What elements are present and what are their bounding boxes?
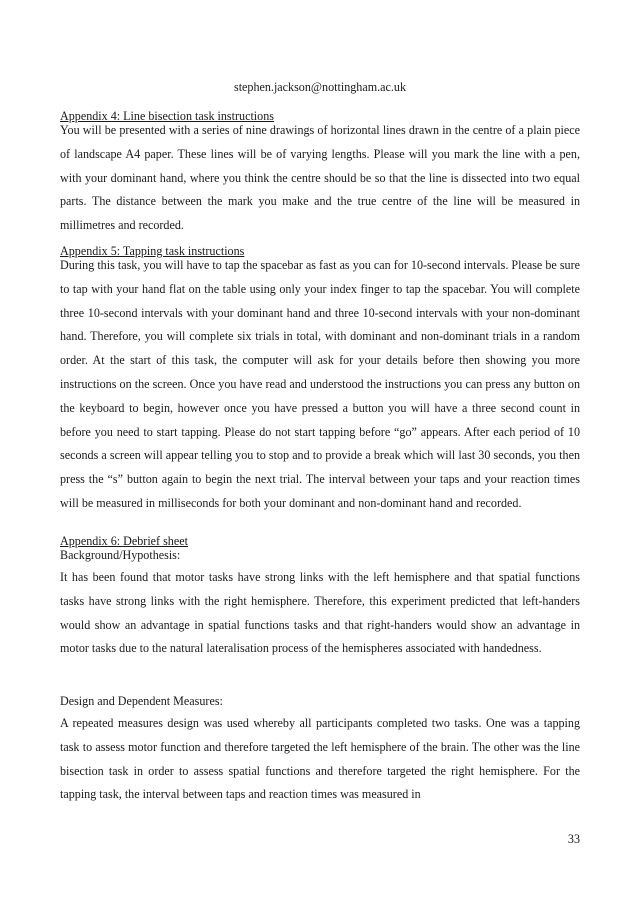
author-email: stephen.jackson@nottingham.ac.uk	[233, 80, 406, 94]
appendix-4-section	[60, 109, 580, 238]
background-label: Background/Hypothesis:	[60, 548, 181, 562]
appendix-4-heading: Appendix 4: Line bisection task instructions	[60, 109, 274, 123]
page-number: 33	[567, 832, 580, 846]
background-text: It has been found that motor tasks have strong links with the left hemisphere and that spatial functions tasks have strong links with the right hemisphere. Therefore, this experiment predicted that left-handers would show an advantage in spatial functions tasks and that right-handers would show an advantage in motor tasks due to the natural lateralisation process of the hemispheres associated with handedness.	[60, 570, 580, 656]
design-text: A repeated measures design was used whereby all participants completed two tasks. One was a tapping task to assess motor function and therefore targeted the left hemisphere of the brain. The other was the line bisection task in order to assess spatial functions and therefore targeted the right hemisphere. For the tapping task, the interval between taps and reaction times was measured in	[60, 716, 580, 802]
appendix-5-heading: Appendix 5: Tapping task instructions	[60, 244, 245, 258]
appendix-6-section	[60, 534, 580, 661]
design-section	[60, 694, 580, 807]
appendix-4-text: You will be presented with a series of nine drawings of horizontal lines drawn in the centre of a plain piece of landscape A4 paper. These lines will be of varying lengths. Please will you mark the line with a pen, with your dominant hand, where you think the centre should be so that the line is dissected into two equal parts. The distance between the mark you make and the true centre of the line will be measured in millimetres and recorded.	[60, 123, 580, 233]
appendix-6-heading: Appendix 6: Debrief sheet	[60, 534, 188, 548]
appendix-5-section	[60, 244, 580, 516]
appendix-5-text: During this task, you will have to tap the spacebar as fast as you can for 10-second intervals. Please be sure to tap with your hand flat on the table using only your index finger to tap the spacebar. You will complete three 10-second intervals with your dominant hand and three 10-second intervals with your non-dominant hand. Therefore, you will complete six trials in total, with dominant and non-dominant trials in a random order. At the start of this task, the computer will ask for your details before then showing you more instructions on the screen. Once you have read and understood the instructions you can press any button on the keyboard to begin, however once you have pressed a button you will have a three second count in before you need to start tapping. Please do not start tapping before “go” appears. After each period of 10 seconds a screen will appear telling you to stop and to provide a break which will last 30 seconds, you then press the “s” button again to begin the next trial. The interval between your taps and your reaction times will be measured in milliseconds for both your dominant and non-dominant hand and recorded.	[60, 258, 580, 510]
design-label: Design and Dependent Measures:	[60, 694, 223, 708]
